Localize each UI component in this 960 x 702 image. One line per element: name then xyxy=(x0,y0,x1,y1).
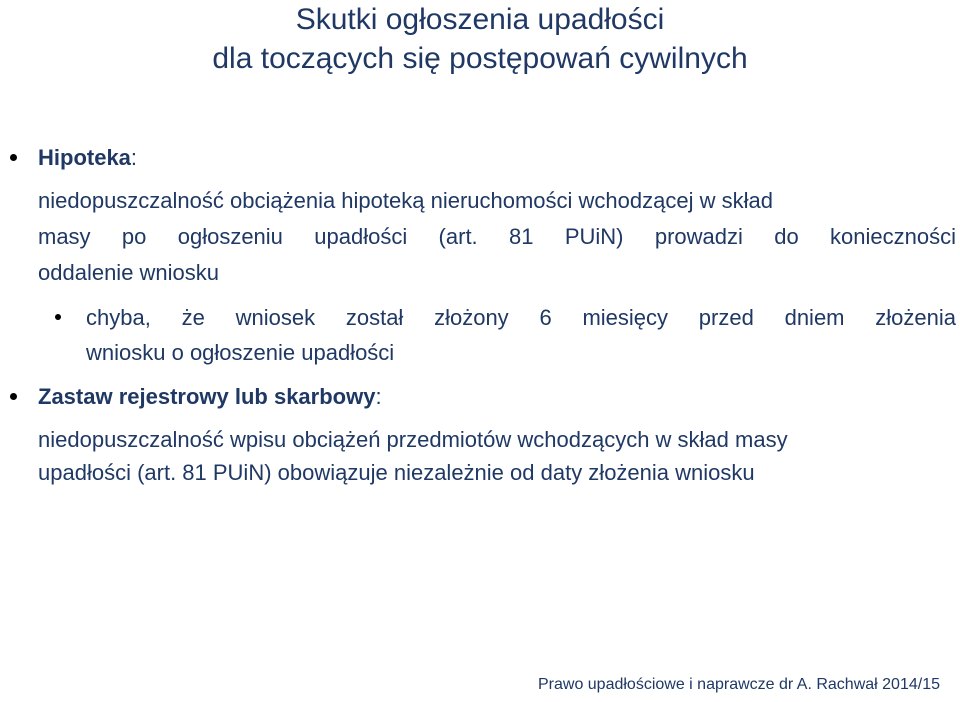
zastaw-label: Zastaw rejestrowy lub skarbowy xyxy=(38,384,376,409)
hipoteka-label: Hipoteka xyxy=(38,145,131,170)
hipoteka-line-1: niedopuszczalność obciążenia hipoteką nieruchomości wchodzącej w skład xyxy=(38,188,773,213)
slide-title-line1: Skutki ogłoszenia upadłości xyxy=(295,3,665,36)
hipoteka-heading xyxy=(38,141,137,175)
bullet-hipoteka xyxy=(10,154,17,161)
hipoteka-colon: : xyxy=(130,145,138,170)
bullet-zastaw xyxy=(10,393,17,400)
hipoteka-line-3: oddalenie wniosku xyxy=(38,260,220,285)
zastaw-line-2: upadłości (art. 81 PUiN) obowiązuje niezależnie od daty złożenia wniosku xyxy=(38,460,755,485)
sub-bullet-line-2: wniosku o ogłoszenie upadłości xyxy=(86,340,395,365)
footer: Prawo upadłościowe i naprawcze dr A. Rachwał 2014/15 xyxy=(537,676,940,693)
slide-title-line2: dla toczących się postępowań cywilnych xyxy=(212,42,748,75)
sub-bullet-line-1 xyxy=(86,301,956,335)
sub-bullet-line-1-text: chyba, że wniosek został złożony 6 miesięcy przed dniem złożenia xyxy=(86,305,956,330)
hipoteka-line-2 xyxy=(38,220,956,254)
sub-bullet xyxy=(55,314,61,320)
zastaw-line-1: niedopuszczalność wpisu obciążeń przedmiotów wchodzących w skład masy xyxy=(38,427,788,452)
hipoteka-line-2-text: masy po ogłoszeniu upadłości (art. 81 PUiN) prowadzi do konieczności xyxy=(38,224,956,249)
zastaw-colon: : xyxy=(375,384,382,409)
zastaw-heading xyxy=(38,380,382,414)
